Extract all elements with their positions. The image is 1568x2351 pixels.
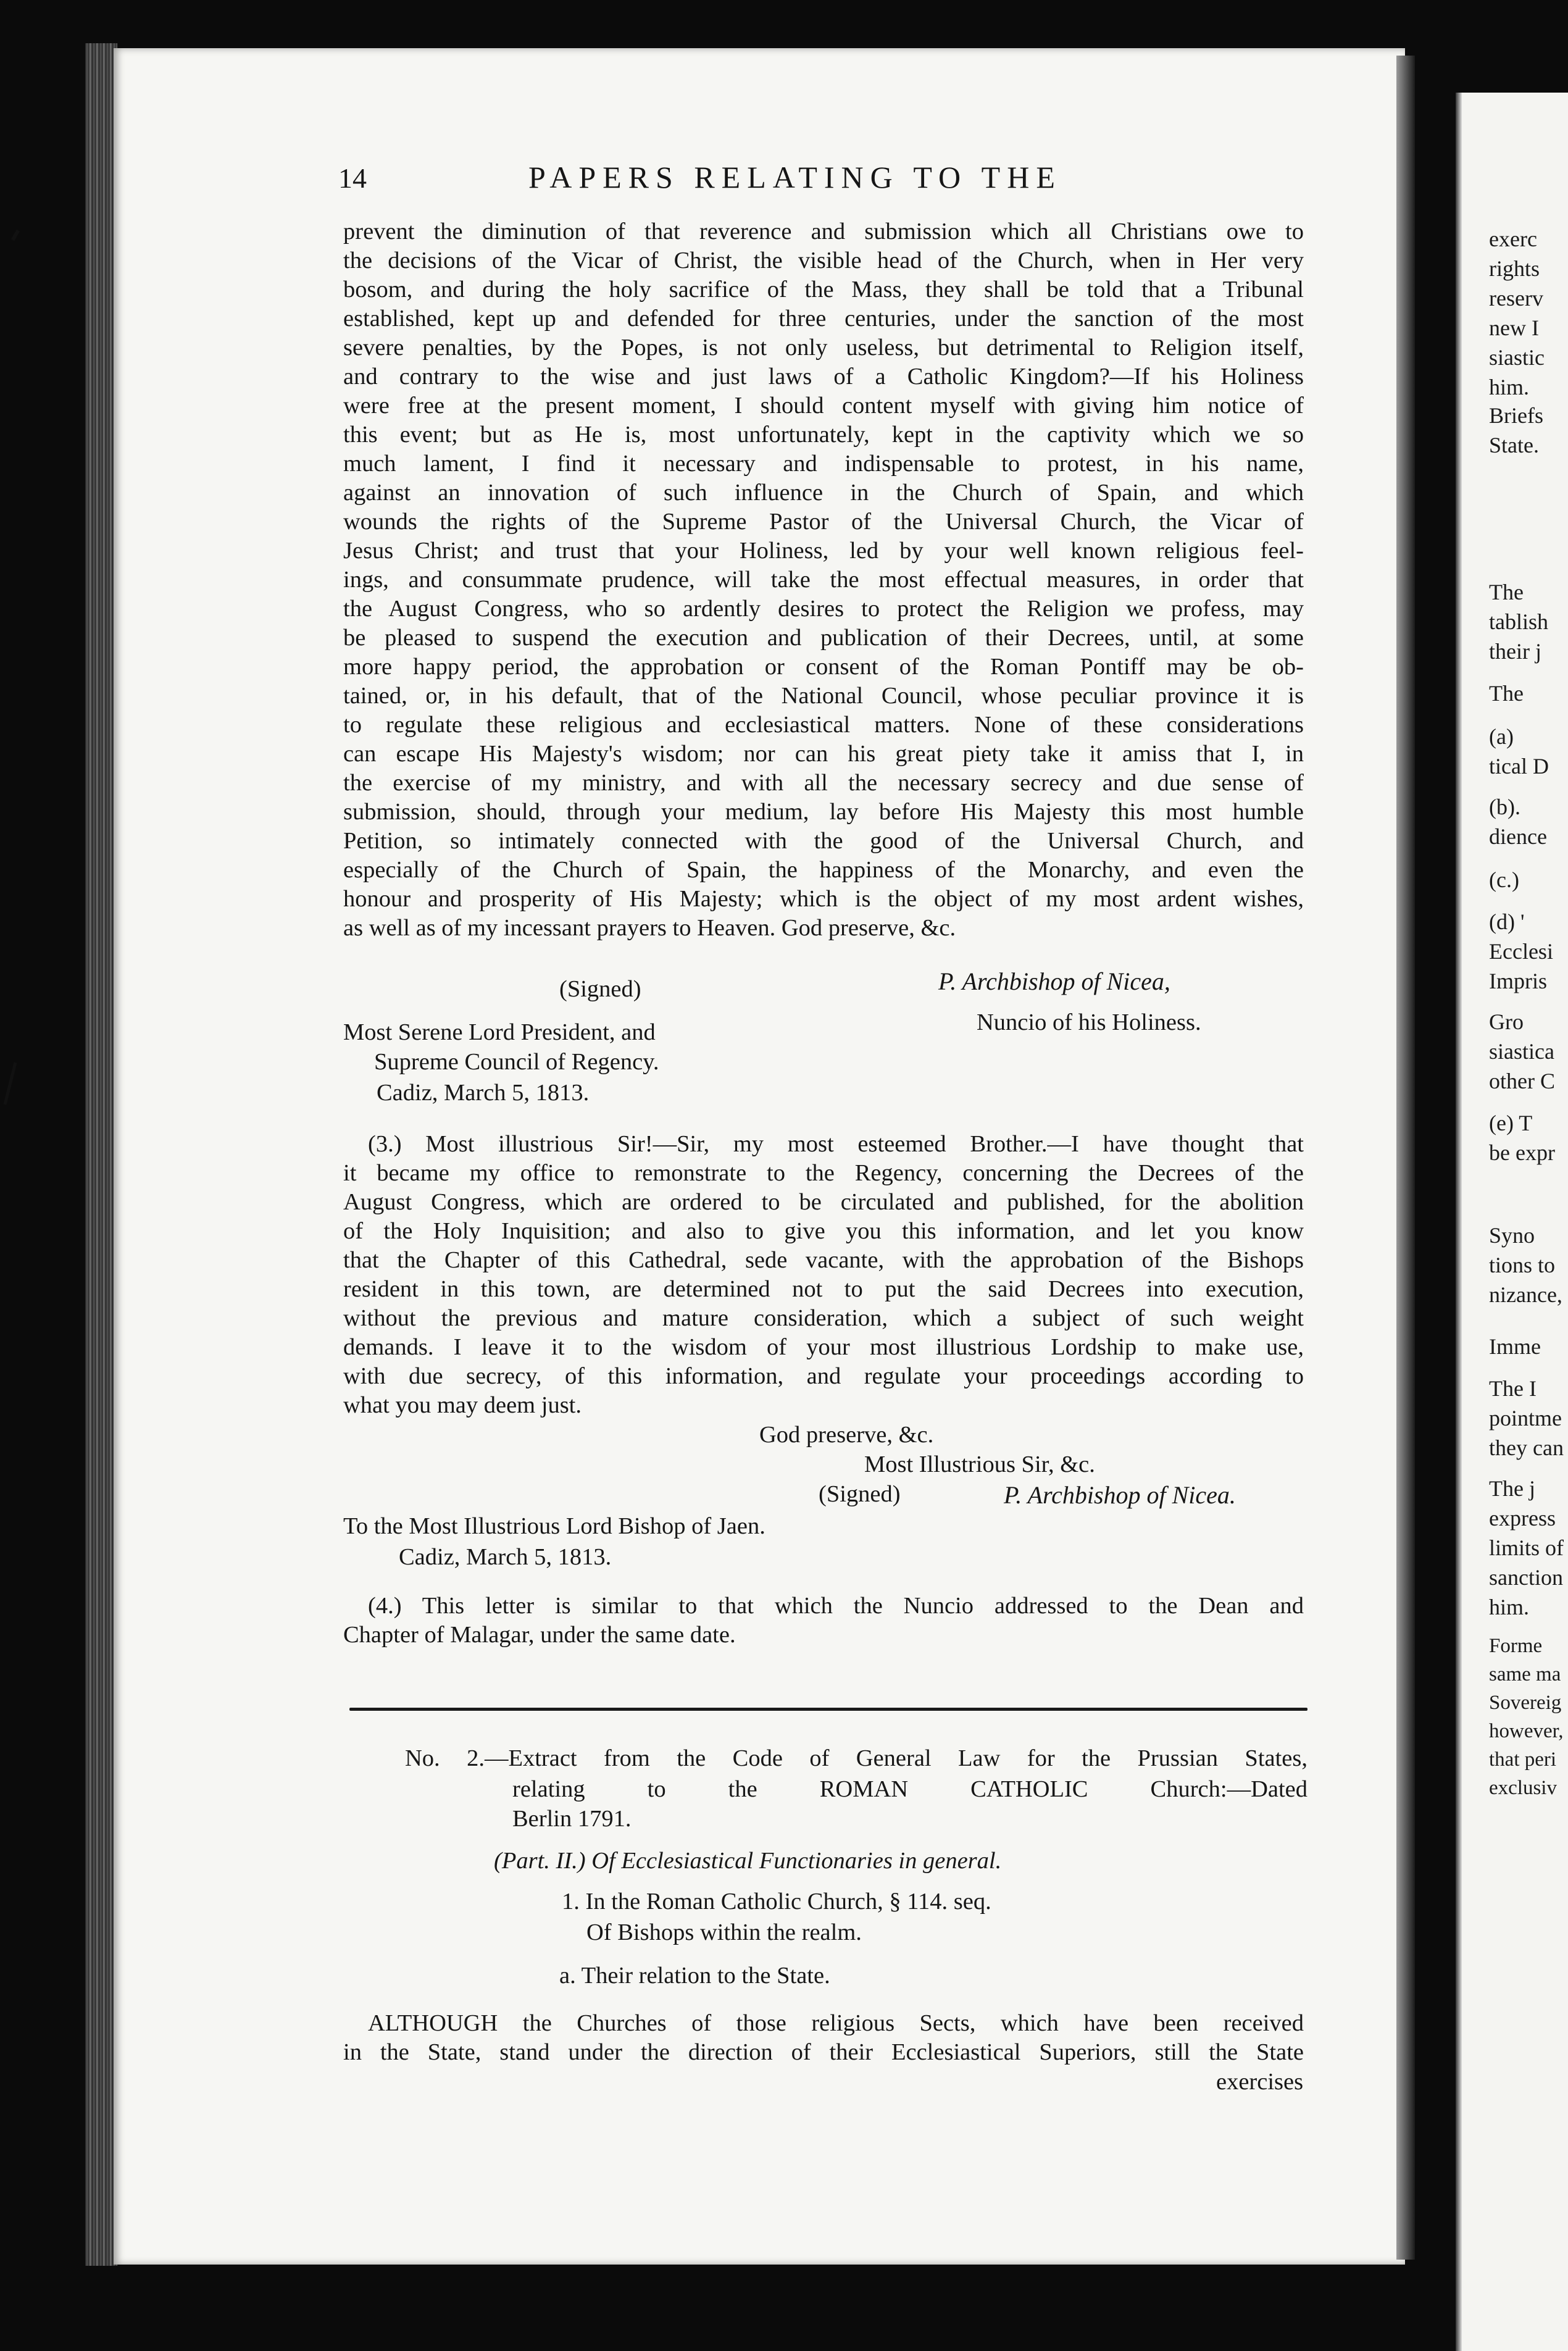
addressee-line: Supreme Council of Regency. [374, 1049, 659, 1075]
fragment: Forme [1489, 1635, 1543, 1657]
fragment: (d) ' [1489, 909, 1525, 934]
text-line: Petition, so intimately connected with the good of the Universal Church, and [343, 828, 1304, 854]
fragment: reserv [1489, 286, 1543, 311]
text-line: against an innovation of such influence in the Church of Spain, and which [343, 480, 1304, 506]
fragment: limits of [1489, 1535, 1564, 1560]
fragment: Briefs [1489, 403, 1543, 428]
subheading: Of Bishops within the realm. [586, 1919, 862, 1945]
text-line: wounds the rights of the Supreme Pastor of the Universal Church, the Vicar of [343, 509, 1304, 535]
text-line: much lament, I find it necessary and indispensable to protest, in his name, [343, 451, 1304, 477]
text-line: with due secrecy, of this information, and regulate your proceedings according to [343, 1363, 1304, 1389]
fragment: nizance, [1489, 1282, 1562, 1307]
fragment: sanction [1489, 1565, 1563, 1590]
addressee-line: Most Serene Lord President, and [343, 1019, 656, 1045]
fragment: express [1489, 1506, 1556, 1530]
text-line: that the Chapter of this Cathedral, sede vacante, with the approbation of the Bishops [343, 1247, 1304, 1273]
signer-title: Nuncio of his Holiness. [977, 1009, 1201, 1035]
place-date: Cadiz, March 5, 1813. [399, 1544, 612, 1570]
text-line: severe penalties, by the Popes, is not only useless, but detrimental to Religion itself, [343, 335, 1304, 361]
fragment: new I [1489, 315, 1539, 340]
fragment: Sovereig [1489, 1692, 1562, 1714]
text-line: relating to the ROMAN CATHOLIC Church:—Dated [512, 1776, 1307, 1802]
section-2-body [343, 2009, 1304, 2067]
text-line: the August Congress, who so ardently desires to protect the Religion we profess, may [343, 596, 1304, 622]
part-heading: (Part. II.) Of Ecclesiastical Functionaries in general. [494, 1848, 1002, 1874]
text-line: be pleased to suspend the execution and publication of their Decrees, until, at some [343, 625, 1304, 651]
text-line: as well as of my incessant prayers to Heaven. God preserve, &c. [343, 915, 956, 941]
text-line: the decisions of the Vicar of Christ, the visible head of the Church, when in Her very [343, 248, 1304, 274]
text-line: without the previous and mature consideration, which a subject of such weight [343, 1305, 1304, 1331]
text-line: Chapter of Malagar, under the same date. [343, 1622, 736, 1648]
fragment: that peri [1489, 1748, 1557, 1771]
fragment: State. [1489, 433, 1539, 457]
adjacent-page [1456, 93, 1568, 2351]
text-line: prevent the diminution of that reverence and submission which all Christians owe to [343, 219, 1304, 244]
page-number: 14 [338, 162, 367, 194]
fragment: however, [1489, 1720, 1564, 1742]
fragment: him. [1489, 1595, 1530, 1619]
fragment: same ma [1489, 1663, 1561, 1685]
fragment: (a) [1489, 724, 1514, 749]
letter-3-body [343, 1130, 1304, 1420]
text-line: can escape His Majesty's wisdom; nor can his great piety take it amiss that I, in [343, 741, 1304, 767]
text-line: especially of the Church of Spain, the happiness of the Monarchy, and even the [343, 857, 1304, 883]
text-line: resident in this town, are determined not to put the said Decrees into execution, [343, 1276, 1304, 1302]
letter-4-body [343, 1592, 1304, 1650]
fragment: be expr [1489, 1140, 1555, 1165]
text-line: honour and prosperity of His Majesty; which is the object of my most ardent wishes, [343, 886, 1304, 912]
letter-2-body [343, 217, 1304, 943]
text-line: tained, or, in his default, that of the National Council, whose peculiar province it is [343, 683, 1304, 709]
signed-label: (Signed) [819, 1481, 901, 1507]
section-heading-date: Berlin 1791. [512, 1806, 632, 1832]
fragment: The I [1489, 1376, 1537, 1401]
closing: God preserve, &c. [759, 1422, 934, 1448]
fragment: The [1489, 580, 1524, 604]
gutter-shadow [1396, 56, 1415, 2260]
signer-name: P. Archbishop of Nicea, [938, 967, 1170, 995]
text-line: this event; but as He is, most unfortunately, kept in the captivity which we so [343, 422, 1304, 448]
catchword: exercises [1216, 2069, 1304, 2095]
fragment: other C [1489, 1069, 1555, 1093]
signer-name: P. Archbishop of Nicea. [1004, 1481, 1236, 1509]
fragment: tions to [1489, 1253, 1556, 1277]
fragment: pointme [1489, 1406, 1562, 1430]
fragment: The j [1489, 1476, 1535, 1501]
fragment: their j [1489, 639, 1541, 664]
text-line: the exercise of my ministry, and with all the necessary secrecy and due sense of [343, 770, 1304, 796]
text-line: bosom, and during the holy sacrifice of the Mass, they shall be told that a Tribunal [343, 277, 1304, 303]
text-line: what you may deem just. [343, 1392, 582, 1418]
fragment: Syno [1489, 1223, 1535, 1248]
text-line: established, kept up and defended for three centuries, under the sanction of the most [343, 306, 1304, 332]
section-heading [405, 1745, 1307, 1774]
text-line: and contrary to the wise and just laws of a Catholic Kingdom?—If his Holiness [343, 364, 1304, 390]
salutation: Most Illustrious Sir, &c. [864, 1451, 1095, 1477]
fragment: Impris [1489, 969, 1547, 993]
text-line: Jesus Christ; and trust that your Holiness, led by your well known religious feel- [343, 538, 1304, 564]
section-heading [512, 1776, 1307, 1805]
text-line: more happy period, the approbation or consent of the Roman Pontiff may be ob- [343, 654, 1304, 680]
fragment: him. [1489, 375, 1530, 399]
text-line: of the Holy Inquisition; and also to give you this information, and let you know [343, 1218, 1304, 1244]
text-line: in the State, stand under the direction of their Ecclesiastical Superiors, still the State [343, 2039, 1304, 2065]
section-divider [349, 1708, 1307, 1711]
place-date: Cadiz, March 5, 1813. [377, 1080, 590, 1106]
fragment: Gro [1489, 1009, 1524, 1034]
running-head: PAPERS RELATING TO THE [528, 160, 1062, 194]
fragment: siastic [1489, 345, 1545, 370]
text-line: were free at the present moment, I should content myself with giving him notice of [343, 393, 1304, 419]
addressee-line: To the Most Illustrious Lord Bishop of Jaen. [343, 1513, 765, 1539]
text-line: demands. I leave it to the wisdom of your most illustrious Lordship to make use, [343, 1334, 1304, 1360]
fragment: exerc [1489, 227, 1537, 251]
fragment: rights [1489, 256, 1540, 281]
subheading: 1. In the Roman Catholic Church, § 114. seq. [562, 1889, 991, 1915]
fragment: (b). [1489, 795, 1520, 819]
subheading: a. Their relation to the State. [559, 1963, 830, 1989]
fragment: they can [1489, 1435, 1564, 1460]
fragment: (e) T [1489, 1111, 1533, 1135]
text-line: (4.) This letter is similar to that which the Nuncio addressed to the Dean and [368, 1593, 1304, 1619]
text-line: to regulate these religious and ecclesiastical matters. None of these considerations [343, 712, 1304, 738]
fragment: Ecclesi [1489, 939, 1553, 964]
fragment: exclusiv [1489, 1777, 1557, 1799]
text-line: No. 2.—Extract from the Code of General Law for the Prussian States, [405, 1745, 1307, 1771]
text-line: submission, should, through your medium, lay before His Majesty this most humble [343, 799, 1304, 825]
text-line: ALTHOUGH the Churches of those religious Sects, which have been received [368, 2010, 1304, 2036]
text-line: it became my office to remonstrate to the Regency, concerning the Decrees of the [343, 1160, 1304, 1186]
book-page-edges [85, 43, 117, 2266]
text-line: (3.) Most illustrious Sir!—Sir, my most esteemed Brother.—I have thought that [368, 1131, 1304, 1157]
text-line: ings, and consummate prudence, will take the most effectual measures, in order that [343, 567, 1304, 593]
fragment: (c.) [1489, 867, 1519, 892]
fragment: dience [1489, 824, 1547, 849]
signed-label: (Signed) [559, 976, 641, 1002]
fragment: tablish [1489, 609, 1548, 634]
fragment: tical D [1489, 754, 1549, 779]
text-line: August Congress, which are ordered to be circulated and published, for the abolition [343, 1189, 1304, 1215]
fragment: Imme [1489, 1334, 1541, 1359]
fragment: The [1489, 681, 1524, 706]
fragment: siastica [1489, 1039, 1554, 1064]
